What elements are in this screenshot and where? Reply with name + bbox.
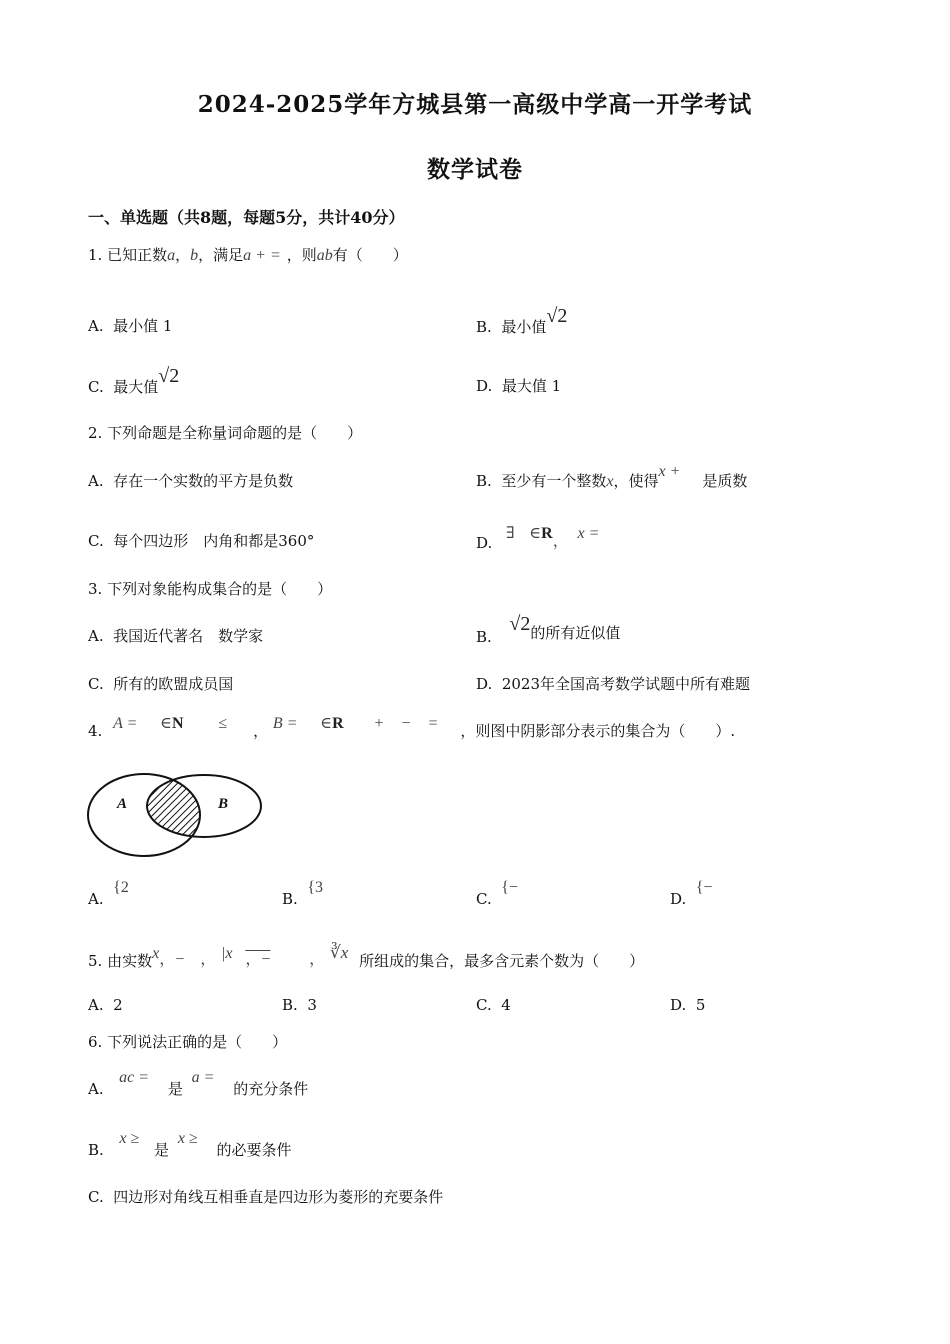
option-q5-c[interactable] xyxy=(476,996,511,1014)
option-label: A. xyxy=(88,1080,104,1098)
option-text: 是 xyxy=(167,1080,183,1098)
math-var: x xyxy=(606,473,614,490)
option-q4-b[interactable] xyxy=(282,878,324,908)
math-var: a xyxy=(167,247,176,264)
option-text: 5 xyxy=(695,996,706,1014)
question-5 xyxy=(88,940,645,970)
math-set: {3 xyxy=(307,879,324,896)
option-label: A. xyxy=(88,472,104,490)
math-sqrt: √2 xyxy=(509,613,531,635)
question-number: 6. xyxy=(88,1033,103,1051)
venn-label-a: A xyxy=(117,796,128,812)
math-symbol: ， xyxy=(552,533,569,550)
math-expr: a = xyxy=(191,1069,215,1086)
option-text: 四边形对角线互相垂直是四边形为菱形的充要条件 xyxy=(113,1188,444,1206)
option-q2-a[interactable] xyxy=(88,470,293,491)
option-text: 所有的欧盟成员国 xyxy=(113,675,234,693)
option-q1-b[interactable] xyxy=(476,305,568,336)
option-label: C. xyxy=(88,1188,104,1206)
option-label: C. xyxy=(88,532,104,550)
math-var: x xyxy=(152,945,160,962)
math-expr: x = xyxy=(577,525,600,542)
option-text: 最小值 1 xyxy=(113,317,173,335)
punct: ， xyxy=(253,722,269,740)
math-symbol: ∈ xyxy=(160,715,172,732)
math-set-b: B = xyxy=(272,715,298,732)
option-text: 每个四边形 内角和都是360° xyxy=(113,532,315,550)
option-label: C. xyxy=(476,890,492,908)
question-text: 由实数 xyxy=(107,952,153,970)
venn-label-b: B xyxy=(218,796,229,812)
math-set: {− xyxy=(501,879,518,896)
question-text: 下列命题是全称量词命题的是（ ） xyxy=(107,424,363,442)
option-q4-a[interactable] xyxy=(88,878,129,908)
option-text: 4 xyxy=(501,996,511,1014)
option-q1-a[interactable] xyxy=(88,315,172,336)
question-number: 4. xyxy=(88,722,103,740)
question-text: 已知正数 xyxy=(107,246,168,264)
option-label: B. xyxy=(282,996,298,1014)
option-text: 2 xyxy=(113,996,123,1014)
option-label: A. xyxy=(88,890,104,908)
question-number: 3. xyxy=(88,580,103,598)
option-label: C. xyxy=(88,378,104,396)
math-expr: x + xyxy=(658,463,681,480)
option-q5-b[interactable] xyxy=(282,996,317,1014)
question-text: ，则图中阴影部分表示的集合为（ ）. xyxy=(460,722,736,740)
option-text: 是质数 xyxy=(702,472,748,490)
option-label: D. xyxy=(476,534,493,552)
option-label: B. xyxy=(476,472,492,490)
option-text: 3 xyxy=(307,996,317,1014)
math-var: b xyxy=(190,247,199,264)
option-label: D. xyxy=(670,996,687,1014)
math-expr: ac = xyxy=(119,1069,150,1086)
question-2 xyxy=(88,422,362,443)
option-q3-c[interactable] xyxy=(88,673,233,694)
option-label: B. xyxy=(282,890,298,908)
math-set: {− xyxy=(695,879,713,896)
option-text: ，使得 xyxy=(613,472,659,490)
section-heading: 一、单选题（共8题，每题5分，共计40分） xyxy=(88,208,405,227)
option-q4-c[interactable] xyxy=(476,878,518,908)
exam-subtitle: 数学试卷 xyxy=(427,156,523,183)
math-set-r: R xyxy=(332,715,344,732)
option-q5-a[interactable] xyxy=(88,996,123,1014)
question-1 xyxy=(88,244,408,265)
option-text: 至少有一个整数 xyxy=(501,472,607,490)
question-text: 有（ ） xyxy=(332,246,408,264)
option-text: 的所有近似值 xyxy=(530,624,621,642)
question-text: 下列说法正确的是（ ） xyxy=(107,1033,288,1051)
question-number: 5. xyxy=(88,952,103,970)
math-expr: ， xyxy=(309,951,326,968)
option-q6-b[interactable] xyxy=(88,1127,292,1159)
question-4 xyxy=(88,712,736,740)
option-q6-a[interactable] xyxy=(88,1066,309,1098)
option-q3-d[interactable] xyxy=(476,673,750,694)
option-text: 最小值 xyxy=(501,318,547,336)
option-q3-b[interactable] xyxy=(476,613,621,646)
math-symbol: ≤ xyxy=(218,715,228,732)
punct: ， xyxy=(175,246,191,264)
math-expr: x ≥ xyxy=(177,1130,198,1147)
math-sqrt: √2 xyxy=(546,305,568,327)
option-text: 2023年全国高考数学试题中所有难题 xyxy=(501,675,750,693)
math-expr: |x xyxy=(221,945,233,962)
question-number: 2. xyxy=(88,424,103,442)
option-q3-a[interactable] xyxy=(88,625,263,646)
question-text: 下列对象能构成集合的是（ ） xyxy=(107,580,333,598)
math-var: ab xyxy=(316,247,333,264)
option-label: A. xyxy=(88,317,104,335)
math-set-a: A = xyxy=(113,715,138,732)
option-q5-d[interactable] xyxy=(670,996,705,1014)
question-text: ，满足 xyxy=(198,246,244,264)
option-q6-c[interactable] xyxy=(88,1186,443,1207)
option-label: C. xyxy=(476,996,492,1014)
option-text: 的充分条件 xyxy=(233,1080,309,1098)
option-label: D. xyxy=(670,890,687,908)
option-label: A. xyxy=(88,627,104,645)
math-expr: x ≥ xyxy=(119,1130,140,1147)
math-set-r: R xyxy=(541,525,553,542)
option-text: 最大值 xyxy=(113,378,159,396)
option-label: B. xyxy=(476,318,492,336)
venn-diagram xyxy=(84,770,266,858)
option-label: A. xyxy=(88,996,104,1014)
math-symbol: ∈ xyxy=(320,715,333,732)
option-q2-c[interactable] xyxy=(88,530,314,551)
option-q1-d[interactable] xyxy=(476,375,561,396)
question-text: 所组成的集合，最多含元素个数为（ ） xyxy=(359,952,645,970)
math-symbol: ∈ xyxy=(529,525,542,542)
exam-title: 2024-2025学年方城县第一高级中学高一开学考试 xyxy=(197,91,753,118)
option-text: 的必要条件 xyxy=(216,1141,292,1159)
option-text: 存在一个实数的平方是负数 xyxy=(113,472,294,490)
question-3 xyxy=(88,578,332,599)
question-text: ，则 xyxy=(286,246,317,264)
math-cbrt: ∛x xyxy=(329,943,349,962)
math-symbol: ∃ xyxy=(505,525,515,542)
math-expr: ，− ， xyxy=(159,951,217,968)
math-expr: + − = xyxy=(374,715,438,732)
math-expr: ，− xyxy=(245,951,271,968)
option-q2-d[interactable] xyxy=(476,520,600,552)
math-set-n: N xyxy=(172,715,184,732)
option-q1-c[interactable] xyxy=(88,365,180,396)
question-number: 1. xyxy=(88,246,103,264)
option-text: 最大值 1 xyxy=(501,377,562,395)
option-label: D. xyxy=(476,675,493,693)
option-label: C. xyxy=(88,675,104,693)
option-label: B. xyxy=(88,1141,104,1159)
option-label: D. xyxy=(476,377,493,395)
option-q4-d[interactable] xyxy=(670,878,713,908)
option-label: B. xyxy=(476,628,492,646)
math-expr: a + = xyxy=(243,247,281,264)
option-text: 我国近代著名 数学家 xyxy=(113,627,264,645)
question-6 xyxy=(88,1031,287,1052)
option-q2-b[interactable] xyxy=(476,463,748,491)
option-text: 是 xyxy=(154,1141,170,1159)
math-set: {2 xyxy=(113,879,129,896)
math-sqrt: √2 xyxy=(158,365,180,387)
